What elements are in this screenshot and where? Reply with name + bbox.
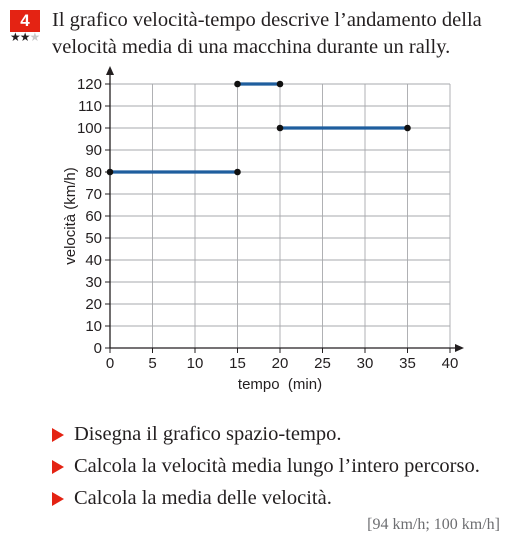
y-tick-label: 90 <box>85 142 102 159</box>
x-tick-label: 0 <box>105 355 115 372</box>
y-tick-label: 80 <box>85 164 102 181</box>
y-tick-label: 60 <box>85 208 102 225</box>
y-tick-label: 70 <box>85 186 102 203</box>
x-tick-label: 10 <box>186 355 204 372</box>
task-list <box>52 418 480 514</box>
x-axis-arrow-icon <box>455 344 464 352</box>
y-tick-label: 20 <box>85 296 102 313</box>
x-tick-label: 25 <box>314 355 331 372</box>
task-text: Disegna il grafico spazio-tempo. <box>74 423 342 445</box>
task-text: Calcola la media delle velocità. <box>74 487 332 509</box>
y-tick-label: 30 <box>85 274 102 291</box>
x-tick-label: 40 <box>441 355 459 372</box>
data-point <box>107 169 114 176</box>
x-axis-label: tempo (min) <box>237 376 323 393</box>
task-text: Calcola la velocità media lungo l’intero percorso. <box>74 455 480 477</box>
data-point <box>234 81 241 88</box>
y-tick-label: 120 <box>76 76 102 93</box>
chart-axes <box>106 66 464 352</box>
task-item <box>52 418 480 450</box>
x-tick-label: 30 <box>356 355 374 372</box>
x-tick-label: 15 <box>229 355 246 372</box>
problem-statement: Il grafico velocità-tempo descrive l’andamento della velocità media di una macchina durante un rally. <box>52 9 482 58</box>
task-item <box>52 450 480 482</box>
bullet-triangle-icon <box>52 428 64 442</box>
y-tick-label: 0 <box>93 340 102 357</box>
data-point <box>277 81 284 88</box>
y-tick-label: 110 <box>78 98 102 115</box>
data-point <box>404 125 411 132</box>
y-axis-label: velocità (km/h) <box>62 167 79 265</box>
answer-key: [94 km/h; 100 km/h] <box>367 516 500 533</box>
x-tick-label: 20 <box>271 355 289 372</box>
task-item <box>52 482 480 514</box>
data-point <box>234 169 241 176</box>
bullet-triangle-icon <box>52 460 64 474</box>
exercise-number-badge: 4 <box>10 10 40 32</box>
difficulty-empty-star: ★ <box>29 30 40 44</box>
bullet-triangle-icon <box>52 492 64 506</box>
y-tick-label: 100 <box>76 120 102 137</box>
y-tick-label: 40 <box>85 252 102 269</box>
y-tick-label: 10 <box>85 318 102 335</box>
x-tick-label: 5 <box>148 355 157 372</box>
data-point <box>277 125 284 132</box>
chart-ticks <box>77 76 458 372</box>
y-axis-arrow-icon <box>106 66 114 75</box>
chart-grid <box>110 84 450 348</box>
y-tick-label: 50 <box>85 230 102 247</box>
difficulty-filled-stars: ★★ <box>10 30 30 44</box>
x-tick-label: 35 <box>399 355 416 372</box>
